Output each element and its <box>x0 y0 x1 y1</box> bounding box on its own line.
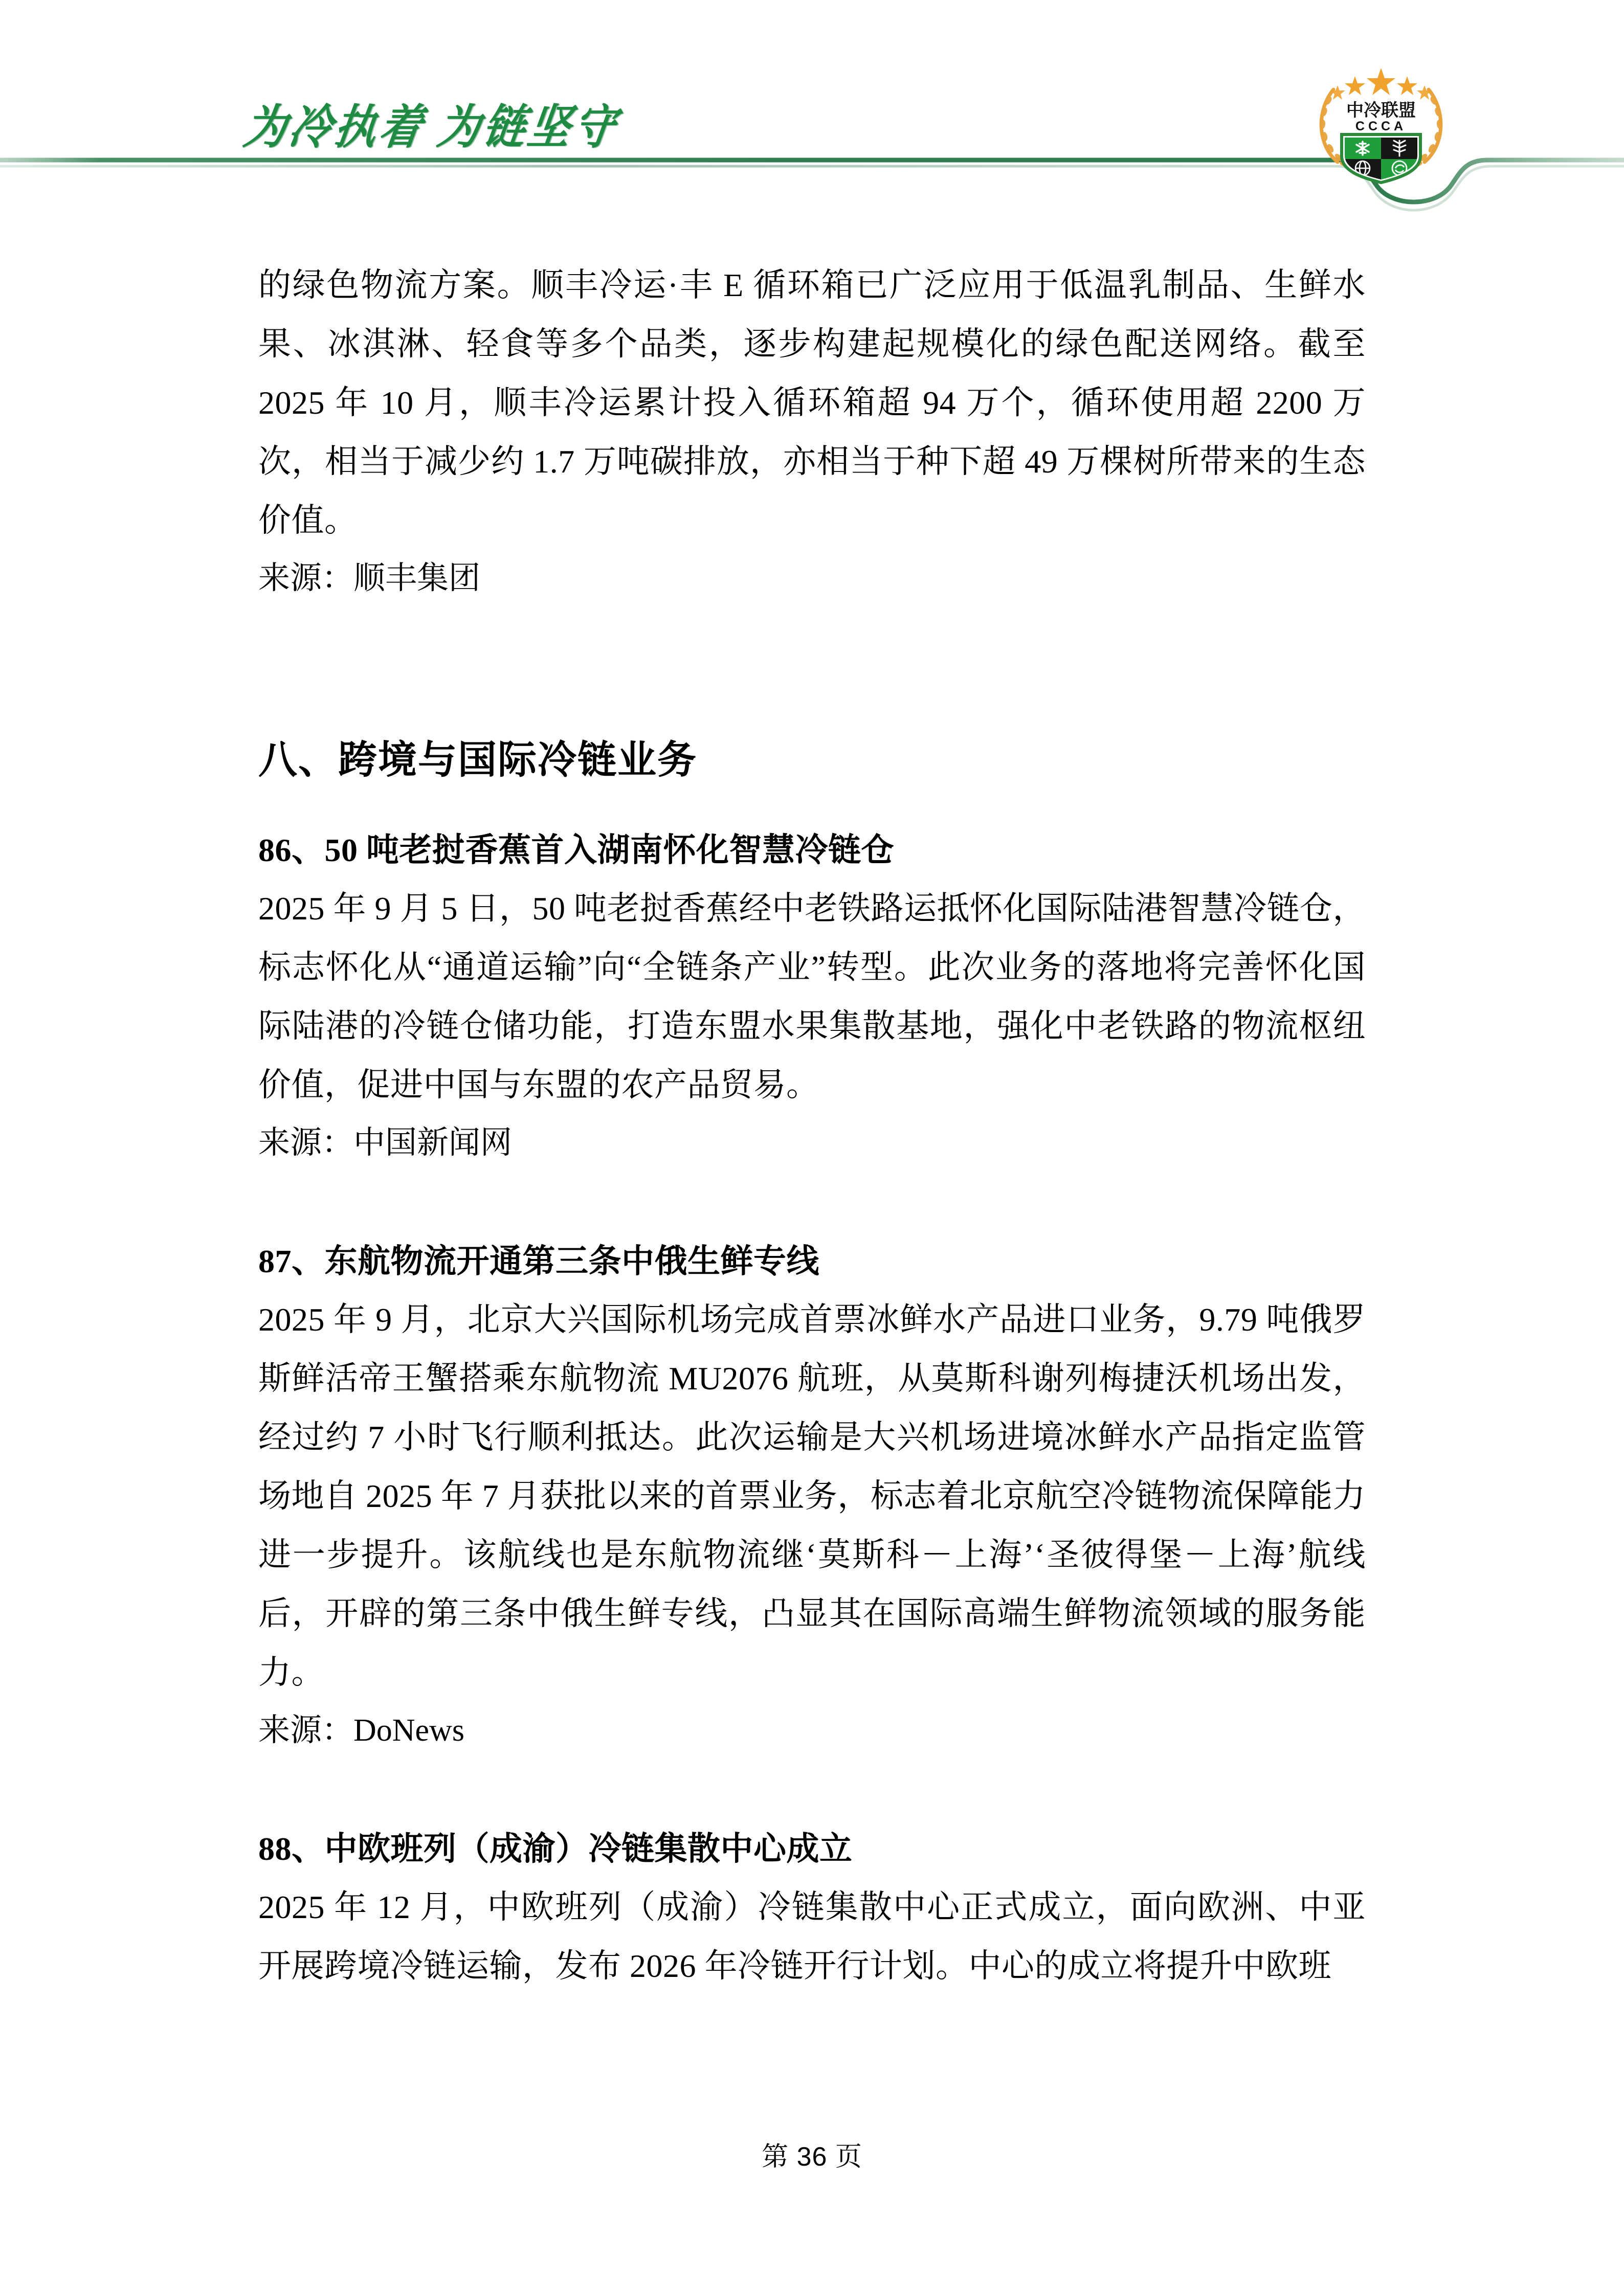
page-footer <box>0 2135 1624 2173</box>
spacer <box>258 1759 1366 1820</box>
intro-paragraph: 的绿色物流方案。顺丰冷运·丰 E 循环箱已广泛应用于低温乳制品、生鲜水果、冰淇淋、轻食等多个品类，逐步构建起规模化的绿色配送网络。截至 2025 年 10 月，顺丰冷运累计投入循环箱超 94 万个，循环使用超 2200 万次，相当于减少约 1.7 万吨碳排放，亦相当于种下超 49 万棵树所带来的生态价值。 <box>258 267 1366 538</box>
news-item-body: 2025 年 9 月，北京大兴国际机场完成首票冰鲜水产品进口业务，9.79 吨俄罗斯鲜活帝王蟹搭乘东航物流 MU2076 航班，从莫斯科谢列梅捷沃机场出发，经过约 7 小时飞行顺利抵达。此次运输是大兴机场进境冰鲜水产品指定监管场地自 2025 年 7 月获批以来的首票业务，标志着北京航空冷链物流保障能力进一步提升。该航线也是东航物流继‘莫斯科－上海’‘圣彼得堡－上海’航线后，开辟的第三条中俄生鲜专线，凸显其在国际高端生鲜物流领域的服务能力。 <box>258 1301 1366 1691</box>
logo-name-cn: 中冷联盟 <box>1346 101 1416 120</box>
news-item-source: 来源：DoNews <box>258 1713 464 1748</box>
news-item-source: 来源：中国新闻网 <box>258 1126 513 1160</box>
logo-name-en: CCCA <box>1355 119 1407 133</box>
news-item-title: 88、中欧班列（成渝）冷链集散中心成立 <box>258 1831 853 1867</box>
document-content <box>258 256 1366 1995</box>
section-heading: 八、跨境与国际冷链业务 <box>258 738 697 782</box>
ccca-logo <box>1302 54 1460 184</box>
news-item <box>258 1820 1366 1995</box>
shield-icon <box>1342 134 1420 183</box>
news-item <box>258 1233 1366 1759</box>
spacer <box>258 1172 1366 1233</box>
intro-source: 来源：顺丰集团 <box>258 561 481 596</box>
header-slogan: 为冷执着 为链坚守 <box>240 101 622 154</box>
spacer <box>258 791 1366 822</box>
page-number: 第 36 页 <box>762 2142 862 2172</box>
stars-icon <box>1330 68 1432 100</box>
news-item-title: 87、东航物流开通第三条中俄生鲜专线 <box>258 1243 819 1279</box>
spacer <box>258 607 1366 730</box>
news-item-title: 86、50 吨老挝香蕉首入湖南怀化智慧冷链仓 <box>258 832 894 868</box>
news-item <box>258 822 1366 1172</box>
news-item-body: 2025 年 12 月，中欧班列（成渝）冷链集散中心正式成立，面向欧洲、中亚开展跨境冷链运输，发布 2026 年冷链开行计划。中心的成立将提升中欧班 <box>258 1889 1366 1984</box>
page-header <box>0 0 1624 205</box>
news-item-body: 2025 年 9 月 5 日，50 吨老挝香蕉经中老铁路运抵怀化国际陆港智慧冷链仓，标志怀化从“通道运输”向“全链条产业”转型。此次业务的落地将完善怀化国际陆港的冷链仓储功能，打造东盟水果集散基地，强化中老铁路的物流枢纽价值，促进中国与东盟的农产品贸易。 <box>258 890 1366 1103</box>
